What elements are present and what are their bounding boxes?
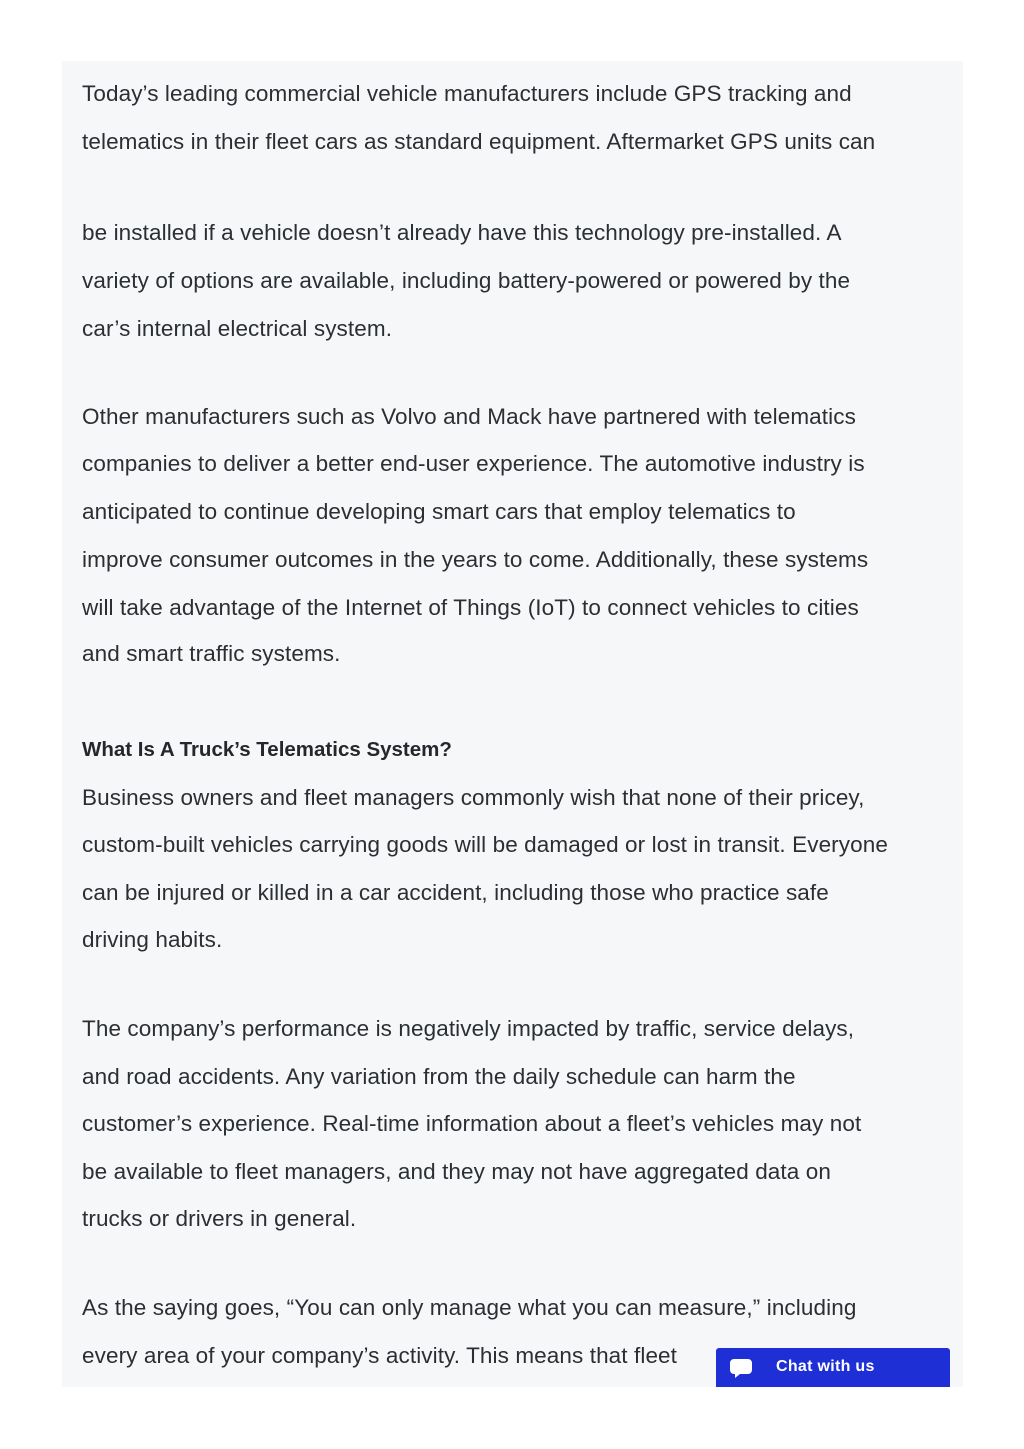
paragraph-line: trucks or drivers in general. <box>82 1206 357 1231</box>
paragraph-line: be available to fleet managers, and they may not have aggregated data on <box>82 1159 831 1184</box>
paragraph-line: customer’s experience. Real-time information about a fleet’s vehicles may not <box>82 1111 862 1136</box>
chat-label: Chat with us <box>776 1358 875 1375</box>
paragraph-line: and smart traffic systems. <box>82 641 341 666</box>
paragraph-line: will take advantage of the Internet of Things (IoT) to connect vehicles to cities <box>82 595 859 620</box>
paragraph-line: Other manufacturers such as Volvo and Mack have partnered with telematics <box>82 404 856 429</box>
chat-bubble-icon <box>729 1356 753 1380</box>
paragraph-line: and road accidents. Any variation from the daily schedule can harm the <box>82 1064 796 1089</box>
paragraph-line: every area of your company’s activity. This means that fleet <box>82 1343 678 1368</box>
paragraph-line: improve consumer outcomes in the years to come. Additionally, these systems <box>82 547 869 572</box>
paragraph-line: companies to deliver a better end-user experience. The automotive industry is <box>82 451 865 476</box>
paragraph-line: variety of options are available, including battery-powered or powered by the <box>82 268 851 293</box>
paragraph-line: can be injured or killed in a car accident, including those who practice safe <box>82 880 829 905</box>
paragraph-line: driving habits. <box>82 927 223 952</box>
chat-with-us-button[interactable] <box>716 1348 950 1387</box>
paragraph-line: Business owners and fleet managers commonly wish that none of their pricey, <box>82 785 865 810</box>
paragraph-line: anticipated to continue developing smart cars that employ telematics to <box>82 499 796 524</box>
paragraph-line: telematics in their fleet cars as standard equipment. Aftermarket GPS units can <box>82 129 876 154</box>
paragraph-line: car’s internal electrical system. <box>82 316 393 341</box>
paragraph-line: custom-built vehicles carrying goods will be damaged or lost in transit. Everyone <box>82 832 888 857</box>
section-heading: What Is A Truck’s Telematics System? <box>82 738 452 761</box>
document-page <box>62 61 963 1387</box>
paragraph-line: As the saying goes, “You can only manage what you can measure,” including <box>82 1295 857 1320</box>
paragraph-line: be installed if a vehicle doesn’t already have this technology pre-installed. A <box>82 220 842 245</box>
paragraph-line: Today’s leading commercial vehicle manufacturers include GPS tracking and <box>82 81 852 106</box>
paragraph-line: The company’s performance is negatively impacted by traffic, service delays, <box>82 1016 855 1041</box>
